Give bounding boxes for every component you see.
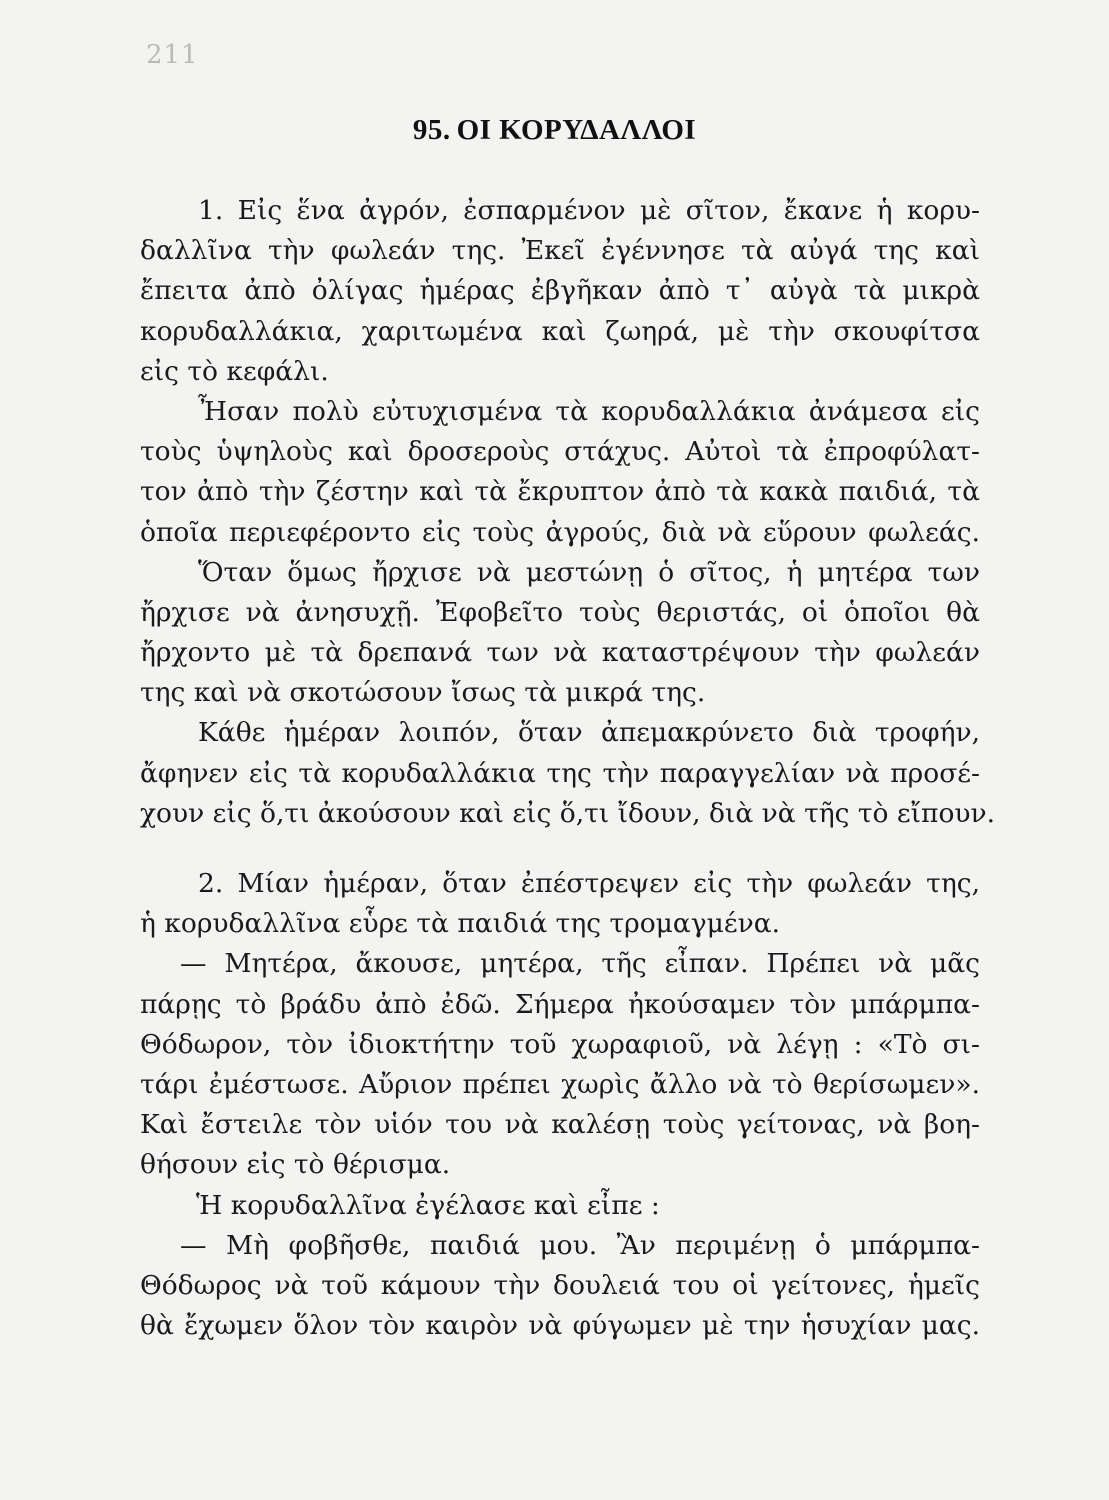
text-line: τον ἀπὸ τὴν ζέστην καὶ τὰ ἔκρυπτον ἀπὸ τὰ κακὰ παιδιά, τὰ [140, 476, 980, 508]
text-line: Καὶ ἔστειλε τὸν υἱόν του νὰ καλέσῃ τοὺς γείτονας, νὰ βοη- [140, 1109, 980, 1141]
text-line: ἄφηνεν εἰς τὰ κορυδαλλάκια της τὴν παραγγελίαν νὰ προσέ- [140, 757, 980, 789]
text-line: εἰς τὸ κεφάλι. [140, 355, 329, 387]
text-line: θήσουν εἰς τὸ θέρισμα. [140, 1149, 451, 1181]
text-line: Θόδωρον, τὸν ἰδιοκτήτην τοῦ χωραφιοῦ, νὰ λέγῃ : «Τὸ σι- [140, 1028, 980, 1060]
text-line: Ὅταν ὅμως ἤρχισε νὰ μεστώνῃ ὁ σῖτος, ἡ μητέρα των [198, 556, 980, 588]
text-line: ὁποῖα περιεφέροντο εἰς τοὺς ἀγρούς, διὰ νὰ εὕρουν φωλεάς. [140, 516, 980, 548]
text-line: 2. Μίαν ἡμέραν, ὅταν ἐπέστρεψεν εἰς τὴν φωλεάν της, [198, 868, 980, 899]
text-line: Κάθε ἡμέραν λοιπόν, ὅταν ἀπεμακρύνετο διὰ τροφήν, [198, 717, 980, 749]
chapter-title: ΟΙ ΚΟΡΥΔΑΛΛΟΙ [456, 114, 697, 146]
text-line: τάρι ἐμέστωσε. Αὔριον πρέπει χωρὶς ἄλλο νὰ τὸ θερίσωμεν». [140, 1068, 980, 1100]
text-line: τοὺς ὑψηλοὺς καὶ δροσεροὺς στάχυς. Αὐτοὶ τὰ ἐπροφύλατ- [140, 436, 980, 468]
text-line: της καὶ νὰ σκοτώσουν ἴσως τὰ μικρά της. [140, 677, 706, 709]
text-line: κορυδαλλάκια, χαριτωμένα καὶ ζωηρά, μὲ τὴν σκουφίτσα [140, 315, 980, 347]
text-line: — Μητέρα, ἄκουσε, μητέρα, τῆς εἶπαν. Πρέπει νὰ μᾶς [180, 948, 980, 980]
text-line: χουν εἰς ὅ,τι ἀκούσουν καὶ εἰς ὅ,τι ἴδουν, διὰ νὰ τῆς τὸ εἴπουν. [140, 797, 996, 829]
page-number: 211 [146, 40, 199, 70]
text-line: Ἦσαν πολὺ εὐτυχισμένα τὰ κορυδαλλάκια ἀνάμεσα εἰς [198, 395, 980, 427]
paragraph-gap [140, 834, 980, 864]
text-line: ἤρχοντο μὲ τὰ δρεπανά των νὰ καταστρέψουν τὴν φωλεάν [140, 637, 980, 669]
text-line: πάρῃς τὸ βράδυ ἀπὸ ἐδῶ. Σήμερα ἠκούσαμεν τὸν μπάρμπα- [140, 988, 980, 1020]
text-line: θὰ ἔχωμεν ὅλον τὸν καιρὸν νὰ φύγωμεν μὲ την ἡσυχίαν μας. [140, 1310, 980, 1342]
text-line: Θόδωρος νὰ τοῦ κάμουν τὴν δουλειά του οἱ γείτονες, ἡμεῖς [140, 1269, 980, 1301]
story-text [140, 191, 996, 1346]
text-line: ἤρχισε νὰ ἀνησυχῇ. Ἐφοβεῖτο τοὺς θεριστάς, οἱ ὁποῖοι θὰ [140, 596, 980, 628]
text-line: — Μὴ φοβῆσθε, παιδιά μου. Ἂν περιμένῃ ὁ μπάρμπα- [180, 1229, 980, 1261]
text-line: ἡ κορυδαλλῖνα εὗρε τὰ παιδιά της τρομαγμένα. [140, 908, 781, 940]
text-line: Ἡ κορυδαλλῖνα ἐγέλασε καὶ εἶπε : [196, 1189, 660, 1221]
text-line: ἔπειτα ἀπὸ ὀλίγας ἡμέρας ἐβγῆκαν ἀπὸ τ᾽ αὐγὰ τὰ μικρὰ [140, 275, 980, 307]
chapter-number: 95. [412, 114, 451, 146]
text-line: δαλλῖνα τὴν φωλεάν της. Ἐκεῖ ἐγέννησε τὰ αὐγά της καὶ [140, 235, 980, 267]
page-title [0, 114, 1109, 147]
text-line: 1. Εἰς ἕνα ἀγρόν, ἐσπαρμένον μὲ σῖτον, ἔκανε ἡ κορυ- [198, 195, 980, 226]
